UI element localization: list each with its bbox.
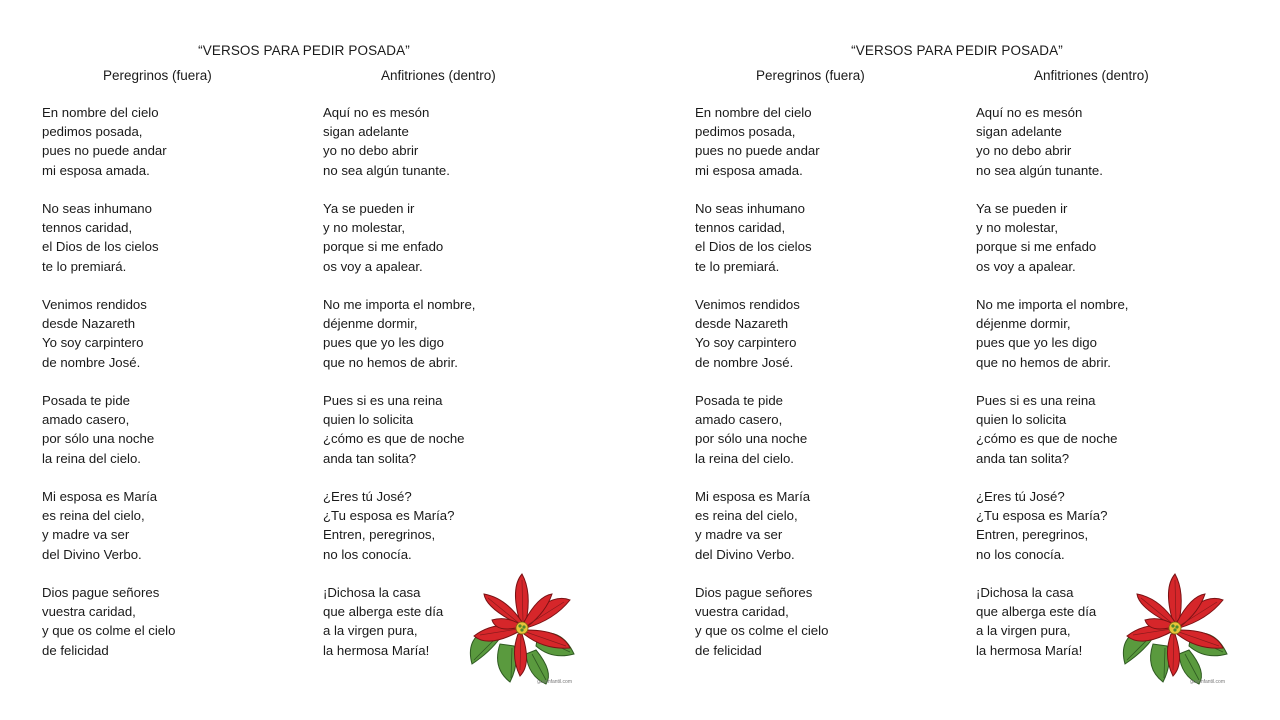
stanza [976,199,1128,276]
verse-line: y no molestar, [323,220,406,236]
verse-line: Dios pague señores [695,585,813,600]
verse-line: y que os colme el cielo [42,623,176,639]
stanza [976,583,1128,660]
verse-line: la reina del cielo. [42,450,141,466]
verse-line: déjenme dormir, [976,316,1071,332]
document-page [653,0,1280,720]
peregrinos-verses [695,103,828,679]
stanza [323,583,475,660]
anfitriones-header: Anfitriones (dentro) [1034,68,1149,83]
verse-line: anda tan solita? [323,450,417,466]
verse-line: y madre va ser [695,527,783,543]
stanza [323,103,475,180]
verse-line: te lo premiará. [695,258,780,274]
verse-line: por sólo una noche [42,431,155,447]
verse-line: Pues si es una reina [323,393,443,408]
verse-line: de felicidad [42,642,109,658]
verse-line: que no hemos de abrir. [323,354,458,370]
verse-line: que alberga este día [976,604,1097,620]
stanza [42,103,175,180]
verse-line: yo no debo abrir [323,143,419,159]
verse-line: pues que yo les digo [323,335,444,351]
anfitriones-header: Anfitriones (dentro) [381,68,496,83]
verse-line: mi esposa amada. [42,162,150,178]
anfitriones-verses [976,103,1128,679]
verse-line: Aquí no es mesón [323,105,430,120]
verse-line: amado casero, [695,412,783,428]
verse-line: os voy a apalear. [976,258,1076,274]
verse-line: el Dios de los cielos [695,239,812,255]
verse-line: y que os colme el cielo [695,623,829,639]
verse-line: Mi esposa es María [695,489,811,504]
verse-line: Venimos rendidos [695,297,800,312]
verse-line: Aquí no es mesón [976,105,1083,120]
verse-line: En nombre del cielo [42,105,159,120]
verse-line: Entren, peregrinos, [323,527,436,543]
verse-line: tennos caridad, [42,220,133,236]
verse-line: porque si me enfado [976,239,1097,255]
verse-line: el Dios de los cielos [42,239,159,255]
verse-line: amado casero, [42,412,130,428]
verse-line: Ya se pueden ir [976,201,1068,216]
verse-line: quien lo solicita [976,412,1067,428]
verse-line: ¡Dichosa la casa [323,585,421,600]
stanza [323,487,475,564]
verse-line: ¿Eres tú José? [976,489,1065,504]
verse-line: No seas inhumano [695,201,805,216]
stanza [976,295,1128,372]
verse-line: que alberga este día [323,604,444,620]
verse-line: pues no puede andar [42,143,167,159]
verse-line: la reina del cielo. [695,450,794,466]
stanza [42,295,175,372]
verse-line: Mi esposa es María [42,489,158,504]
verse-line: quien lo solicita [323,412,414,428]
anfitriones-verses [323,103,475,679]
verse-line: mi esposa amada. [695,162,803,178]
watermark-text: guiainfantil.com [1190,679,1225,685]
peregrinos-verses [42,103,175,679]
verse-line: del Divino Verbo. [42,546,142,562]
verse-line: Pues si es una reina [976,393,1096,408]
verse-line: y no molestar, [976,220,1059,236]
verse-line: os voy a apalear. [323,258,423,274]
verse-line: a la virgen pura, [323,623,418,639]
verse-line: Posada te pide [695,393,783,408]
verse-line: porque si me enfado [323,239,444,255]
verse-line: Yo soy carpintero [42,335,144,351]
verse-line: es reina del cielo, [42,508,145,524]
verse-line: por sólo una noche [695,431,808,447]
stanza [323,391,475,468]
verse-line: pedimos posada, [695,124,796,140]
verse-line: de nombre José. [42,354,141,370]
verse-line: ¡Dichosa la casa [976,585,1074,600]
verse-line: no sea algún tunante. [323,162,450,178]
verse-line: la hermosa María! [323,642,430,658]
verse-line: No me importa el nombre, [976,297,1129,312]
verse-line: sigan adelante [323,124,409,140]
verse-line: yo no debo abrir [976,143,1072,159]
verse-line: te lo premiará. [42,258,127,274]
verse-line: no sea algún tunante. [976,162,1103,178]
verse-line: Yo soy carpintero [695,335,797,351]
verse-line: vuestra caridad, [695,604,789,620]
stanza [695,391,828,468]
poinsettia-flower-icon [466,572,576,686]
verse-line: ¿Tu esposa es María? [323,508,455,524]
verse-line: pues no puede andar [695,143,820,159]
verse-line: Dios pague señores [42,585,160,600]
page-title: “VERSOS PARA PEDIR POSADA” [851,43,1063,58]
verse-line: anda tan solita? [976,450,1070,466]
stanza [42,199,175,276]
stanza [695,583,828,660]
verse-line: déjenme dormir, [323,316,418,332]
stanza [42,391,175,468]
verse-line: vuestra caridad, [42,604,136,620]
stanza [42,487,175,564]
verse-line: desde Nazareth [42,316,136,332]
verse-line: Ya se pueden ir [323,201,415,216]
verse-line: Entren, peregrinos, [976,527,1089,543]
verse-line: pues que yo les digo [976,335,1097,351]
page-title: “VERSOS PARA PEDIR POSADA” [198,43,410,58]
stanza [695,295,828,372]
verse-line: sigan adelante [976,124,1062,140]
verse-line: de felicidad [695,642,762,658]
verse-line: la hermosa María! [976,642,1083,658]
verse-line: que no hemos de abrir. [976,354,1111,370]
verse-line: En nombre del cielo [695,105,812,120]
verse-line: y madre va ser [42,527,130,543]
verse-line: ¿cómo es que de noche [976,431,1118,447]
poinsettia-flower-icon [1119,572,1229,686]
stanza [976,487,1128,564]
stanza [976,103,1128,180]
verse-line: del Divino Verbo. [695,546,795,562]
verse-line: ¿Eres tú José? [323,489,412,504]
verse-line: desde Nazareth [695,316,789,332]
stanza [323,295,475,372]
stanza [323,199,475,276]
verse-line: no los conocía. [323,546,412,562]
stanza [695,199,828,276]
verse-line: ¿Tu esposa es María? [976,508,1108,524]
verse-line: Venimos rendidos [42,297,147,312]
peregrinos-header: Peregrinos (fuera) [103,68,212,83]
stanza [976,391,1128,468]
verse-line: a la virgen pura, [976,623,1071,639]
watermark-text: guiainfantil.com [537,679,572,685]
stanza [695,103,828,180]
verse-line: pedimos posada, [42,124,143,140]
verse-line: de nombre José. [695,354,794,370]
stanza [695,487,828,564]
verse-line: No seas inhumano [42,201,152,216]
verse-line: no los conocía. [976,546,1065,562]
stanza [42,583,175,660]
peregrinos-header: Peregrinos (fuera) [756,68,865,83]
verse-line: Posada te pide [42,393,130,408]
verse-line: No me importa el nombre, [323,297,476,312]
verse-line: tennos caridad, [695,220,786,236]
verse-line: ¿cómo es que de noche [323,431,465,447]
verse-line: es reina del cielo, [695,508,798,524]
